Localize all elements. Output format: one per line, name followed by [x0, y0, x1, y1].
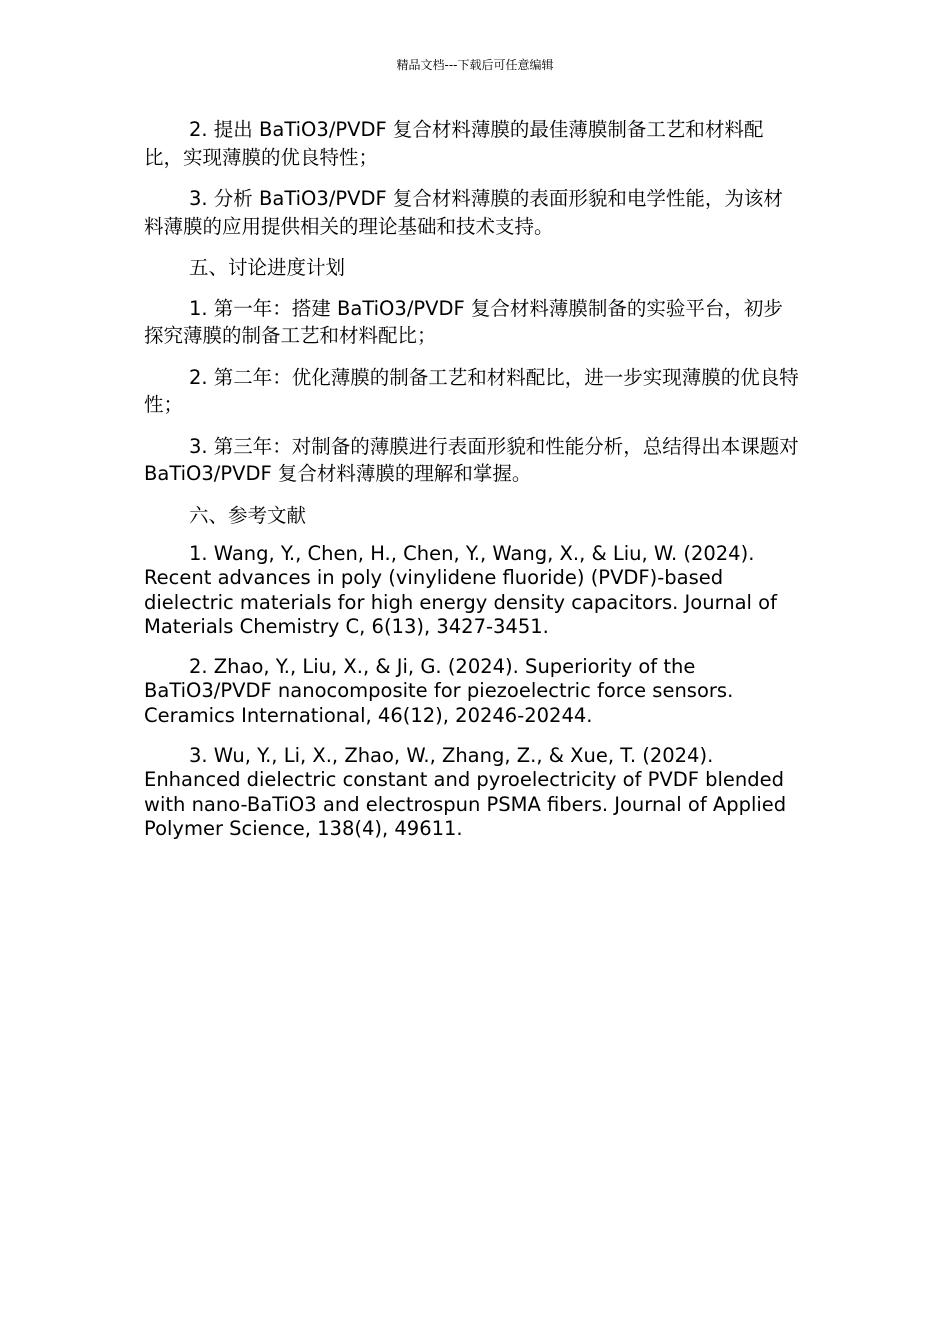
schedule-item: 1. 第一年：搭建 BaTiO3/PVDF 复合材料薄膜制备的实验平台，初步探究薄膜的制备工艺和材料配比； — [144, 296, 783, 347]
reference-item: 3. Wu, Y., Li, X., Zhao, W., Zhang, Z., & Xue, T. (2024). Enhanced dielectric constant and pyroelectricity of PVDF blended with nano-BaTiO3 and electrospun PSMA fibers. Journal of Applied Polymer Science, 138(4), 49611. — [144, 744, 787, 840]
page-header: 精品文档---下载后可任意编辑 — [396, 58, 554, 72]
reference-item: 1. Wang, Y., Chen, H., Chen, Y., Wang, X., & Liu, W. (2024). Recent advances in poly (vinylidene fluoride) (PVDF)-based dielectric materials for high energy density capacitors. Journal of Materials Chemistry C, 6(13), 3427-3451. — [144, 542, 777, 638]
section-heading-references: 六、参考文献 — [189, 503, 307, 527]
schedule-item: 3. 第三年：对制备的薄膜进行表面形貌和性能分析，总结得出本课题对 BaTiO3/PVDF 复合材料薄膜的理解和掌握。 — [144, 434, 799, 485]
goal-paragraph: 3. 分析 BaTiO3/PVDF 复合材料薄膜的表面形貌和电学性能，为该材料薄膜的应用提供相关的理论基础和技术支持。 — [144, 187, 783, 238]
reference-item: 2. Zhao, Y., Liu, X., & Ji, G. (2024). Superiority of the BaTiO3/PVDF nanocomposite for piezoelectric force sensors. Ceramics International, 46(12), 20246-20244. — [144, 655, 734, 727]
document-body — [144, 116, 802, 857]
schedule-item: 2. 第二年：优化薄膜的制备工艺和材料配比，进一步实现薄膜的优良特性； — [144, 365, 799, 416]
section-heading-schedule: 五、讨论进度计划 — [189, 256, 346, 279]
goal-paragraph: 2. 提出 BaTiO3/PVDF 复合材料薄膜的最佳薄膜制备工艺和材料配比，实现薄膜的优良特性； — [144, 118, 764, 169]
